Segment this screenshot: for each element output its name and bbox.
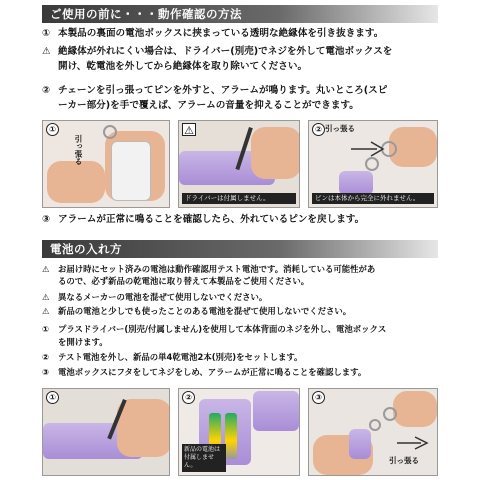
instruction-line-cont: ーカー部分)を手で覆えば、アラームの音量を抑えることができます。	[58, 100, 359, 111]
photo-battery-step-2	[178, 388, 300, 476]
photo-step-1	[42, 120, 170, 208]
instruction-line: ③ 電池ボックスにフタをしてネジをしめ、アラームが正常に鳴ることを確認します。	[42, 367, 367, 377]
instruction-line: ① 本製品の裏面の電池ボックスに挟まっている透明な絶縁体を引き抜きます。	[42, 28, 384, 39]
photo-warning-screwdriver	[178, 120, 300, 208]
warning-icon: ⚠	[182, 123, 196, 136]
section-title-operation-check: ご使用の前に・・・動作確認の方法	[42, 5, 438, 23]
step-badge: ②	[312, 123, 325, 136]
step-badge: ①	[46, 123, 59, 136]
photo-caption-new-battery: 新品の電池は付属しません。	[182, 444, 226, 472]
warning-line: ⚠ 新品の電池と少しでも使ったことのある電池を混ぜて使用しないでください。	[42, 306, 352, 316]
photo-step-2	[308, 120, 438, 208]
warning-line: ⚠ お届け時にセット済みの電池は動作確認用テスト電池です。消耗している可能性があ	[42, 264, 376, 274]
instruction-line: ② チェーンを引っ張ってピンを外すと、アラームが鳴ります。丸いところ(スピ	[42, 85, 388, 96]
warning-line: ⚠ 異なるメーカーの電池を混ぜて使用しないでください。	[42, 292, 268, 302]
warning-line-cont: るので、必ず新品の乾電池に取り替えて本製品をご使用ください。	[58, 276, 310, 286]
step-badge: ①	[46, 391, 59, 404]
photo-battery-step-1	[42, 388, 170, 476]
photo-caption: ピンは本体から完全に外れません。	[312, 193, 434, 204]
instruction-line-cont: を開けます。	[58, 337, 108, 347]
pull-label: 引っ張る	[74, 135, 83, 165]
warning-line-cont: 開け、乾電池を外してから絶縁体を取り除いてください。	[58, 61, 308, 72]
pull-label: 引っ張る	[389, 456, 419, 465]
section-title-battery: 電池の入れ方	[42, 240, 438, 258]
instruction-line: ③ アラームが正常に鳴ることを確認したら、外れているピンを戻します。	[42, 214, 365, 225]
pull-arrow-icon	[349, 139, 389, 159]
instruction-line: ① プラスドライバー(別売/付属しません)を使用して本体背面のネジを外し、電池ボックス	[42, 324, 387, 334]
pull-arrow-icon	[395, 435, 431, 451]
step-badge: ③	[312, 391, 325, 404]
instruction-line: ② テスト電池を外し、新品の単4乾電池2本(別売)をセットします。	[42, 352, 303, 362]
photo-caption: ドライバーは付属しません。	[182, 193, 296, 204]
step-badge: ②	[182, 391, 195, 404]
photo-battery-step-3	[308, 388, 438, 476]
warning-line: ⚠ 絶縁体が外れにくい場合は、ドライバー(別売)でネジを外して電池ボックスを	[42, 46, 393, 57]
pull-label: 引っ張る	[325, 124, 355, 133]
